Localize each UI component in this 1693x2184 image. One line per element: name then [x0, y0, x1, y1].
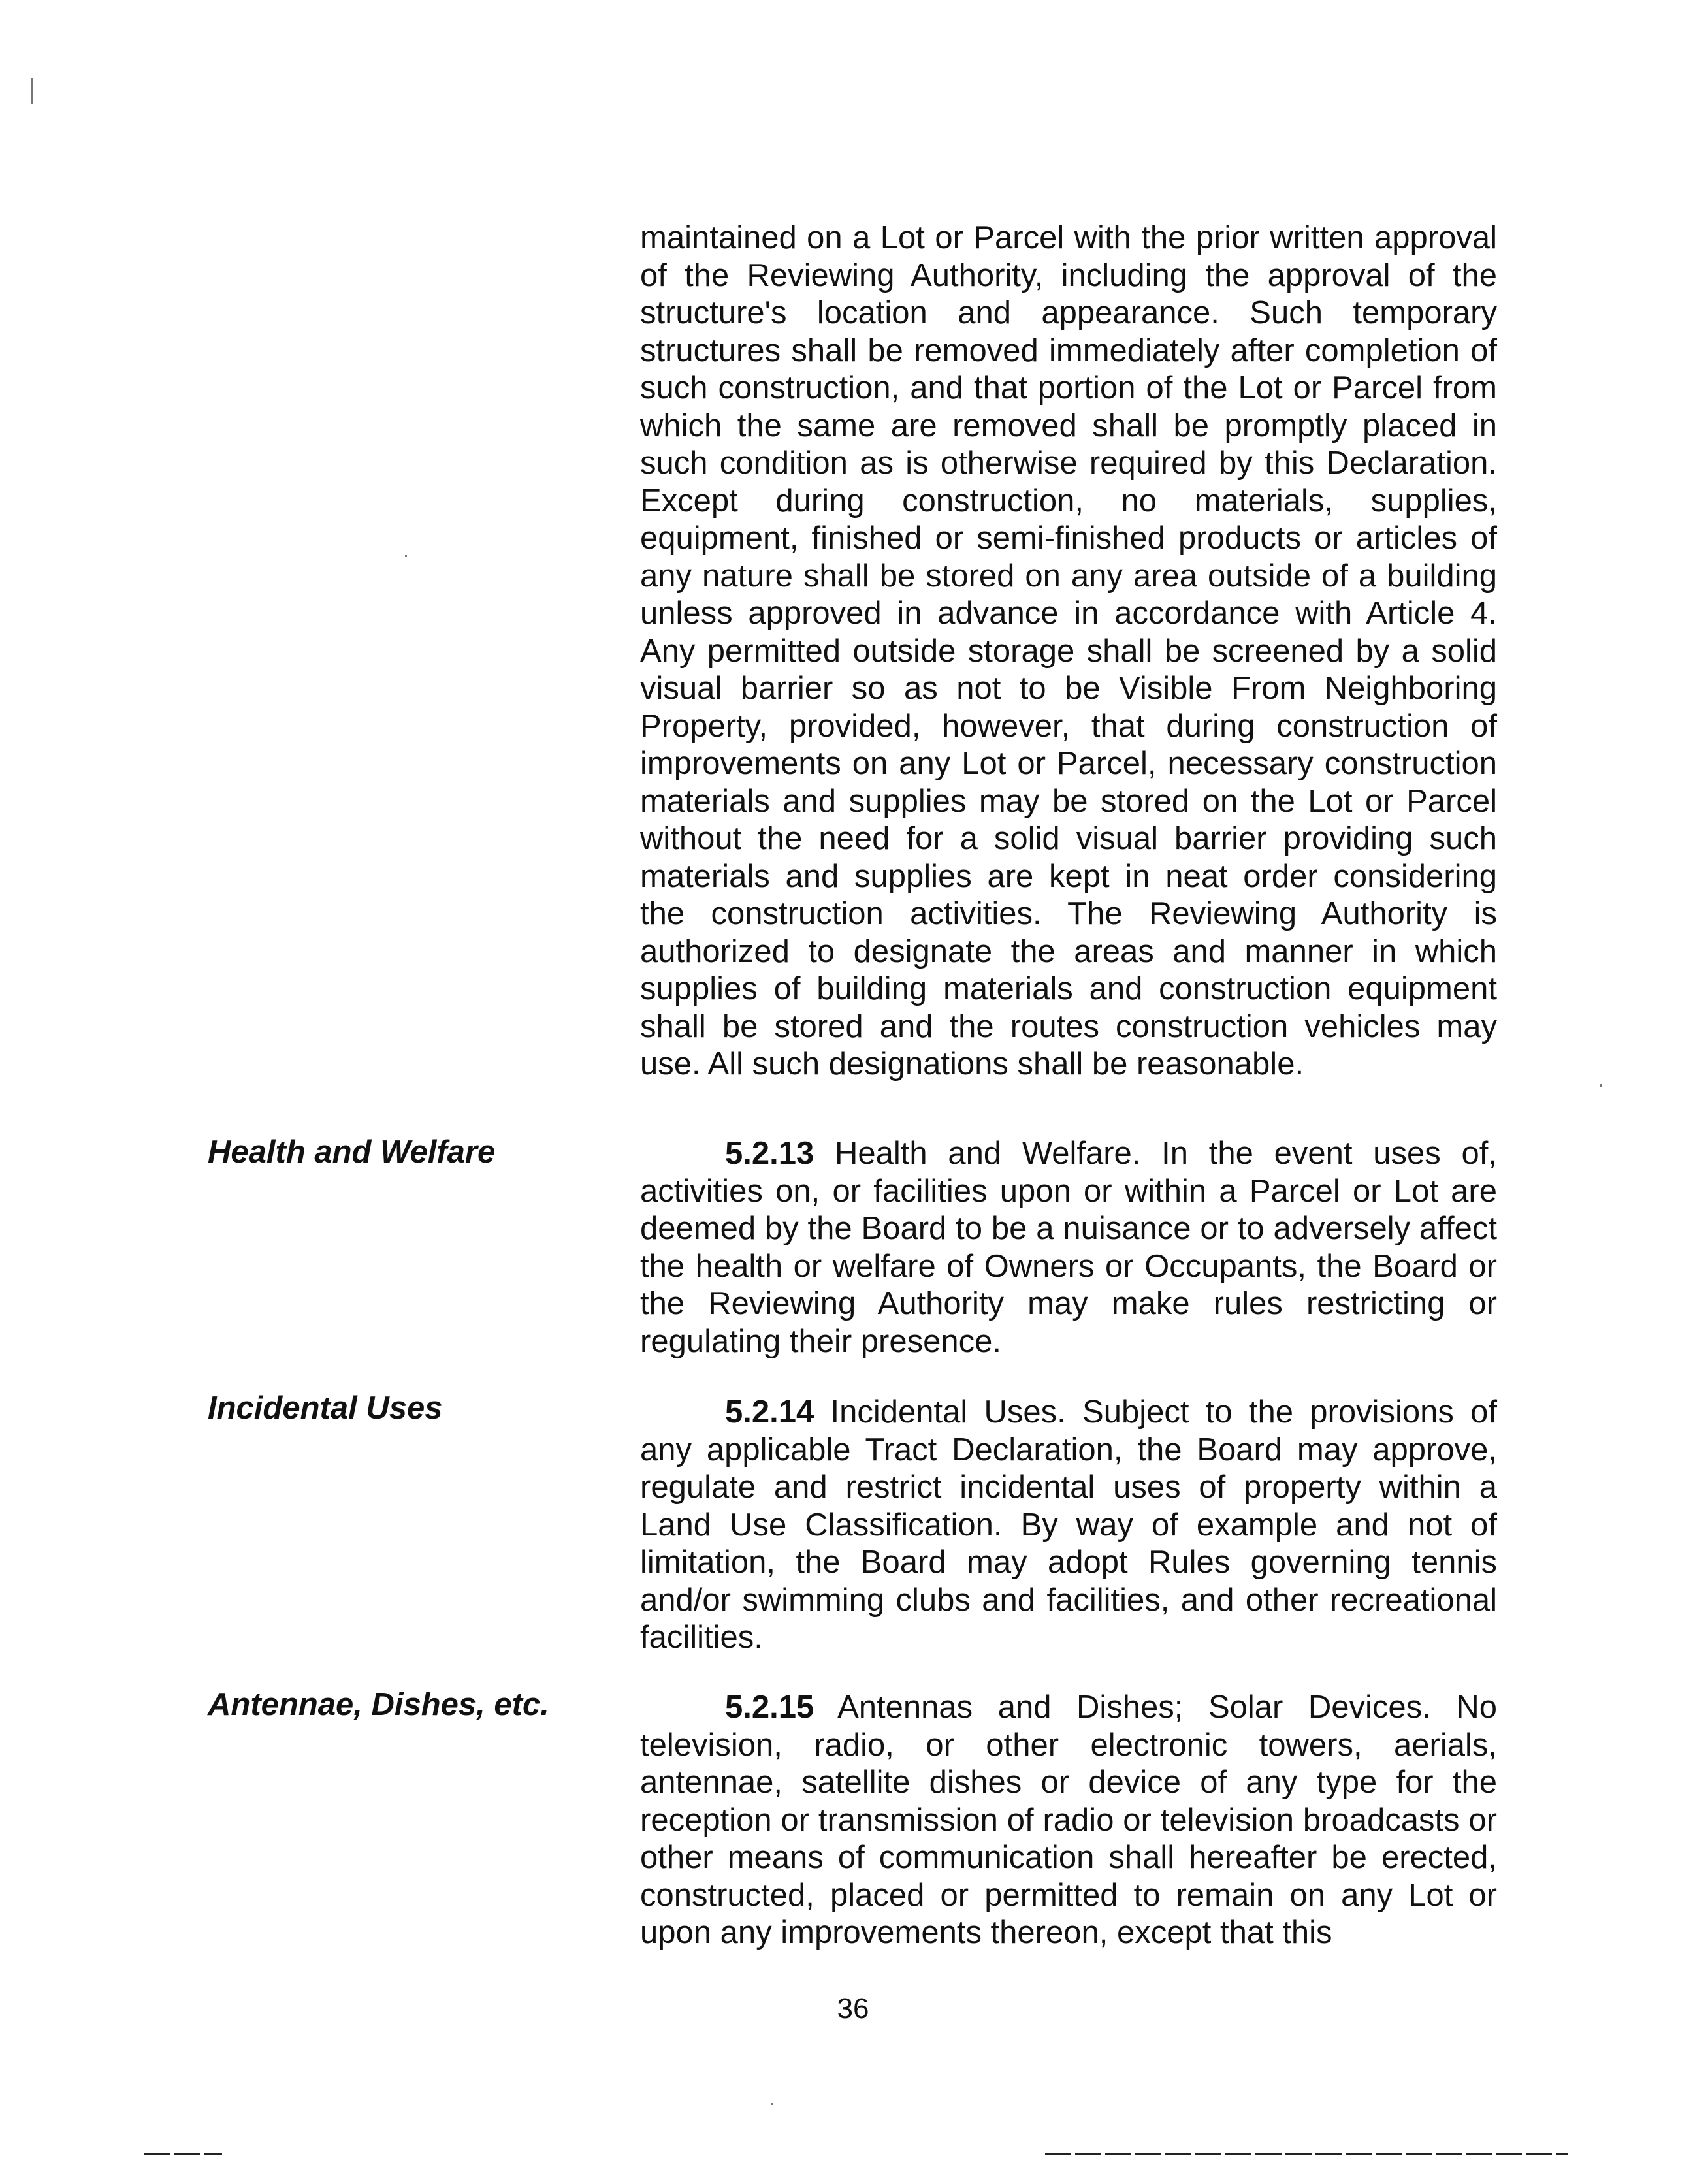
section-5-2-13	[640, 1135, 1497, 1360]
margin-heading-incidental-uses: Incidental Uses	[208, 1390, 443, 1426]
scan-edge-line	[1045, 2153, 1568, 2155]
section-5-2-14	[640, 1394, 1497, 1657]
margin-heading-health-and-welfare: Health and Welfare	[208, 1134, 496, 1170]
scan-artifact	[405, 555, 407, 557]
section-body: Antennas and Dishes; Solar Devices. No television, radio, or other electronic towers, aerials, antennae, satellite dishes or device of any type for the reception or transmission of radio or television broadcasts or other means of communication shall hereafter be erected, constructed, placed or permitted to remain on any Lot or upon any improvements thereon, except that this	[640, 1690, 1497, 1950]
scan-artifact	[31, 78, 33, 104]
continuation-text: maintained on a Lot or Parcel with the prior written approval of the Reviewing Authority, including the approval of the structure's location and appearance. Such temporary structures shall be removed immediately after completion of such construction, and that portion of the Lot or Parcel from which the same are removed shall be promptly placed in such condition as is otherwise required by this Declaration. Except during construction, no materials, supplies, equipment, finished or semi-finished products or articles of any nature shall be stored on any area outside of a building unless approved in advance in accordance with Article 4. Any permitted outside storage shall be screened by a solid visual barrier so as not to be Visible From Neighboring Property, provided, however, that during construction of improvements on any Lot or Parcel, necessary construction materials and supplies may be stored on the Lot or Parcel without the need for a solid visual barrier providing such materials and supplies are kept in neat order considering the construction activities. The Reviewing Authority is authorized to designate the areas and manner in which supplies of building materials and construction equipment shall be stored and the routes construction vehicles may use. All such designations shall be reasonable.	[640, 220, 1497, 1082]
continuation-paragraph	[640, 219, 1497, 1084]
scan-artifact	[1600, 1084, 1602, 1087]
section-number: 5.2.14	[725, 1394, 814, 1430]
section-number: 5.2.13	[725, 1136, 814, 1171]
margin-heading-antennae-dishes: Antennae, Dishes, etc.	[208, 1687, 549, 1722]
section-body: Health and Welfare. In the event uses of, activities on, or facilities upon or within a Parcel or Lot are deemed by the Board to be a nuisance or to adversely affect the health or welfare of Owners or Occupants, the Board or the Reviewing Authority may make rules restricting or regulating their presence.	[640, 1136, 1497, 1359]
section-5-2-15	[640, 1689, 1497, 1952]
scan-edge-line	[144, 2153, 222, 2155]
scan-artifact	[771, 2103, 773, 2105]
section-body: Incidental Uses. Subject to the provisions of any applicable Tract Declaration, the Board may approve, regulate and restrict incidental uses of property within a Land Use Classification. By way of example and not of limitation, the Board may adopt Rules governing tennis and/or swimming clubs and facilities, and other recreational facilities.	[640, 1394, 1497, 1655]
page-number: 36	[837, 1993, 869, 2025]
section-number: 5.2.15	[725, 1690, 814, 1725]
